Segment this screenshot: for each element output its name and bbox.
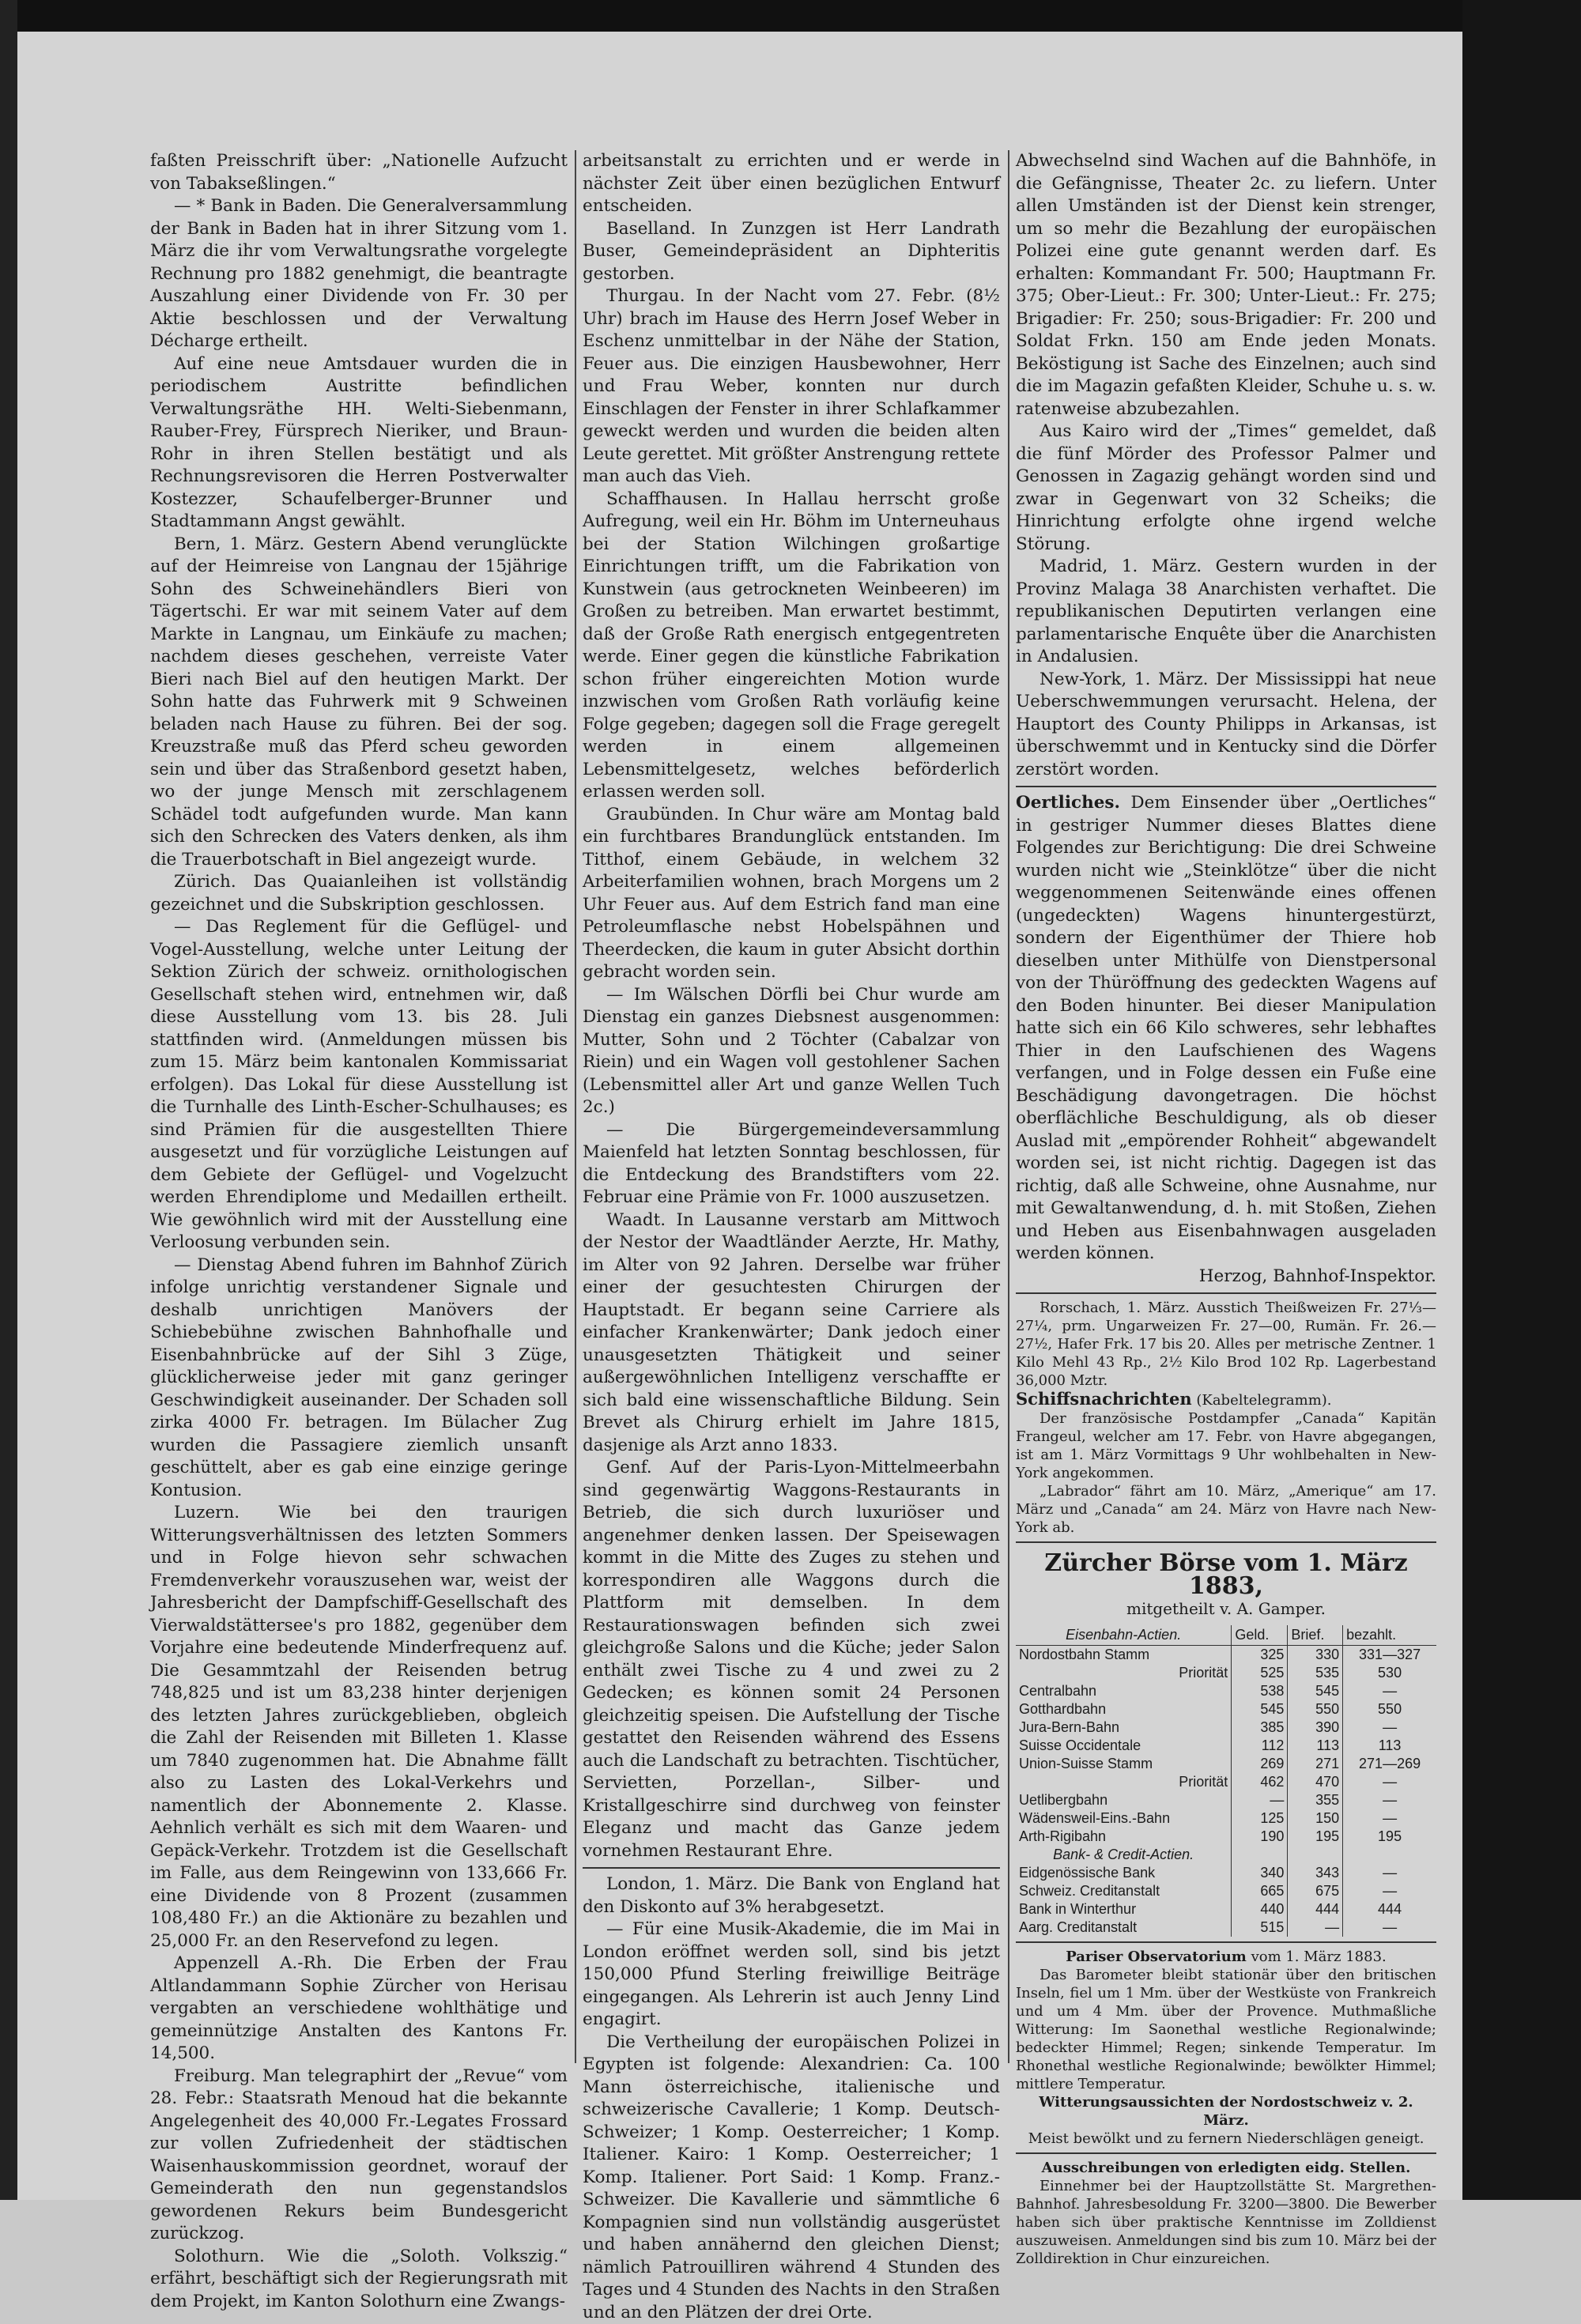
boerse-price-cell: —	[1343, 1682, 1436, 1700]
boerse-price-cell: 195	[1343, 1828, 1436, 1846]
schiffsnachrichten	[1016, 1390, 1436, 1409]
boerse-price-cell: —	[1343, 1718, 1436, 1737]
section-divider	[1016, 1541, 1436, 1543]
boerse-empty-cell	[1288, 1846, 1343, 1864]
boerse-price-cell: 545	[1288, 1682, 1343, 1700]
section-divider	[583, 1867, 1000, 1869]
boerse-price-cell: 444	[1288, 1900, 1343, 1918]
observatorium-title: Pariser Observatorium	[1066, 1949, 1247, 1965]
boerse-header-cell: Brief.	[1288, 1625, 1343, 1646]
schiffsnachrichten-text2: „Labrador“ fährt am 10. März, „Amerique“ am 17. März und „Canada“ am 24. März von Havre nach New-York ab.	[1016, 1482, 1436, 1537]
boerse-price-cell: 675	[1288, 1882, 1343, 1900]
article-new-york: New-York, 1. März. Der Mississippi hat neue Ueberschwemmungen verursacht. Helena, der Hauptort des County Philipps in Arkansas, ist überschwemmt und in Kentucky sind die Dörfer zerstört worden.	[1016, 669, 1436, 782]
article-london: London, 1. März. Die Bank von England hat den Diskonto auf 3% herabgesetzt.	[583, 1873, 1000, 1918]
oertliches-signature: Herzog, Bahnhof-Inspektor.	[1016, 1266, 1436, 1288]
article-bern: Bern, 1. März. Gestern Abend verunglückte auf der Heimreise von Langnau der 15jährige Sohn des Schweinehändlers Bieri von Tägertschi. Er war mit seinem Vater auf dem Markte in Langnau, um Einkäufe zu machen; nachdem dieses geschehen, verreiste Vater Bieri nach Biel auf den heutigen Markt. Der Sohn hatte das Fuhrwerk mit 9 Schweinen beladen nach Hause zu führen. Bei der sog. Kreuzstraße muß das Pferd scheu geworden sein und über das Straßenbord gesetzt haben, wo der junge Mensch mit zerschlagenem Schädel todt aufgefunden wurde. Man kann sich den Schrecken des Vaters denken, als ihm die Trauerbotschaft in Biel angezeigt wurde.	[150, 534, 568, 872]
scan-border-top	[0, 0, 1581, 32]
boerse-security-name: Aarg. Creditanstalt	[1016, 1918, 1232, 1937]
boerse-header-cell: Geld.	[1232, 1625, 1288, 1646]
boerse-price-cell: 470	[1288, 1773, 1343, 1791]
article-appenzell: Appenzell A.-Rh. Die Erben der Frau Altlandammann Sophie Zürcher von Herisau vergabten an verschiedene wohlthätige und gemeinnützige Anstalten des Kantons Fr. 14,500.	[150, 1952, 568, 2066]
boerse-price-cell: —	[1343, 1864, 1436, 1882]
boerse-section-row	[1016, 1846, 1436, 1864]
column-2	[583, 150, 1000, 2324]
article-musik-akademie: — Für eine Musik-Akademie, die im Mai in London eröffnet werden soll, sind bis jetzt 150,000 Pfund Sterling freiwillige Beiträge eingegangen. Als Lehrerin ist auch Jenny Lind engagirt.	[583, 1918, 1000, 2032]
observatorium-text: Das Barometer bleibt stationär über den britischen Inseln, fiel um 1 Mm. über der Westküste von Frankreich und um 4 Mm. über der Provence. Muthmaßliche Witterung: Im Saonethal westliche Regionalwinde; bedeckter Himmel; Regen; sinkende Temperatur. Im Rhonethal westliche Regionalwinde; bewölkter Himmel; mittlere Temperatur.	[1016, 1966, 1436, 2093]
boerse-security-name: Suisse Occidentale	[1016, 1737, 1232, 1755]
boerse-security-name: Centralbahn	[1016, 1682, 1232, 1700]
section-divider	[1016, 1941, 1436, 1943]
section-divider	[1016, 1292, 1436, 1294]
article-bahnhof-zuerich: — Dienstag Abend fuhren im Bahnhof Zürich infolge unrichtig verstandener Signale und deshalb unrichtigen Manövers der Schiebebühne zwischen Bahnhofhalle und Eisenbahnbrücke auf der Sihl 3 Züge, glücklicherweise jeder mit ganz geringer Geschwindigkeit auseinander. Der Schaden soll zirka 4000 Fr. betragen. Im Bülacher Zug wurden die Passagiere ziemlich unsanft geschüttelt, aber es gab eine einzige geringe Kontusion.	[150, 1254, 568, 1503]
boerse-row	[1016, 1773, 1436, 1791]
observatorium-forecast-text: Meist bewölkt und zu fernern Niederschlägen geneigt.	[1016, 2130, 1436, 2148]
boerse-price-cell: 195	[1288, 1828, 1343, 1846]
schiffsnachrichten-subtitle: (Kabeltelegramm).	[1196, 1392, 1331, 1409]
boerse-row	[1016, 1828, 1436, 1846]
oertliches-title: Oertliches.	[1016, 793, 1120, 813]
boerse-security-name: Nordostbahn Stamm	[1016, 1645, 1232, 1664]
article-solothurn-cont: arbeitsanstalt zu errichten und er werde in nächster Zeit über einen bezüglichen Entwurf entscheiden.	[583, 150, 1000, 218]
boerse-row	[1016, 1900, 1436, 1918]
article-preisschrift: faßten Preisschrift über: „Nationelle Aufzucht von Tabakseßlingen.“	[150, 150, 568, 195]
boerse-price-cell: 271	[1288, 1755, 1343, 1773]
article-thurgau: Thurgau. In der Nacht vom 27. Febr. (8½ Uhr) brach im Hause des Herrn Josef Weber in Eschenz unmittelbar in der Nähe der Station, Feuer aus. Die einzigen Hausbewohner, Herr und Frau Weber, konnten nur durch Einschlagen der Fenster in ihrer Schlafkammer geweckt werden und wurden die beiden alten Leute gerettet. Mit größter Anstrengung rettete man auch das Vieh.	[583, 285, 1000, 489]
boerse-price-cell: 525	[1232, 1664, 1288, 1682]
boerse-security-name: Uetlibergbahn	[1016, 1791, 1232, 1809]
article-solothurn: Solothurn. Wie die „Soloth. Volkszig.“ erfährt, beschäftigt sich der Regierungsrath mit dem Projekt, im Kanton Solothurn eine Zwangs-	[150, 2246, 568, 2314]
boerse-security-name: Arth-Rigibahn	[1016, 1828, 1232, 1846]
boerse-price-cell: 390	[1288, 1718, 1343, 1737]
observatorium-heading	[1016, 1948, 1436, 1966]
boerse-row	[1016, 1882, 1436, 1900]
article-kairo: Aus Kairo wird der „Times“ gemeldet, daß die fünf Mörder des Professor Palmer und Genossen in Zagazig gehängt worden sind und zwar in Gegenwart von 32 Scheiks; die Hinrichtung erfolgte ohne irgend welche Störung.	[1016, 421, 1436, 556]
boerse-price-cell: —	[1343, 1773, 1436, 1791]
boerse-price-cell: 665	[1232, 1882, 1288, 1900]
article-waadt: Waadt. In Lausanne verstarb am Mittwoch der Nestor der Waadtländer Aerzte, Hr. Mathy, im Alter von 92 Jahren. Derselbe war früher einer der gesuchtesten Chirurgen der Hauptstadt. Er begann seine Carriere als einfacher Krankenwärter; Dank jedoch einer unausgesetzten Thätigkeit und seiner außergewöhnlichen Intelligenz verschaffte er sich bald eine wissenschaftliche Bildung. Sein Brevet als Chirurg erhielt im Jahre 1815, dasjenige als Arzt anno 1833.	[583, 1209, 1000, 1458]
article-luzern: Luzern. Wie bei den traurigen Witterungsverhältnissen des letzten Sommers und in Folge hievon sehr schwachen Fremdenverkehr vorauszusehen war, weist der Jahresbericht der Dampfschiff-Gesellschaft des Vierwaldstättersee's pro 1882, gegenüber dem Vorjahre eine bedeutende Minderfrequenz auf. Die Gesammtzahl der Reisenden betrug 748,825 und ist um 83,238 hinter derjenigen des letzten Jahres zurückgeblieben, obgleich die Zahl der Reisenden mit Billeten 1. Klasse um 7840 zugenommen hat. Die Abnahme fällt also zu Lasten des Lokal-Verkehrs und namentlich der Abonnemente 2. Klasse. Aehnlich verhält es sich mit dem Waaren- und Gepäck-Verkehr. Trotzdem ist die Gesellschaft im Falle, aus dem Reingewinn von 133,666 Fr. eine Dividende von 8 Prozent (zusammen 108,480 Fr.) an die Aktionäre zu bezahlen und 25,000 Fr. an den Reservefond zu legen.	[150, 1502, 568, 1952]
boerse-price-cell: 515	[1232, 1918, 1288, 1937]
rorschach-market: Rorschach, 1. März. Ausstich Theißweizen Fr. 27⅓—27¼, prm. Ungarweizen Fr. 27—00, Rumän. Fr. 26.—27½, Hafer Frk. 17 bis 20. Alles per metrische Zentner. 1 Kilo Mehl 43 Rp., 2½ Kilo Brod 102 Rp. Lagerbestand 36,000 Mztr.	[1016, 1299, 1436, 1390]
column-rule-2	[1008, 150, 1009, 2063]
boerse-price-cell: 113	[1343, 1737, 1436, 1755]
boerse-price-cell: 331—327	[1343, 1645, 1436, 1664]
boerse-price-cell: 325	[1232, 1645, 1288, 1664]
boerse-table	[1016, 1625, 1436, 1937]
boerse-price-cell: —	[1288, 1918, 1343, 1937]
boerse-price-cell: 535	[1288, 1664, 1343, 1682]
boerse-empty-cell	[1232, 1846, 1288, 1864]
boerse-row	[1016, 1645, 1436, 1664]
boerse-security-name: Schweiz. Creditanstalt	[1016, 1882, 1232, 1900]
article-madrid: Madrid, 1. März. Gestern wurden in der Provinz Malaga 38 Anarchisten verhaftet. Die republikanischen Deputirten verlangen eine parlamentarische Enquête über die Anarchisten in Andalusien.	[1016, 556, 1436, 669]
boerse-price-cell: 125	[1232, 1809, 1288, 1828]
boerse-header-row	[1016, 1625, 1436, 1646]
article-egypten-polizei: Die Vertheilung der europäischen Polizei in Egypten ist folgende: Alexandrien: Ca. 100 Mann österreichische, italienische und schweizerische Cavallerie; 1 Komp. Deutsch-Schweizer; 1 Komp. Oesterreicher; 1 Komp. Italiener. Kairo: 1 Komp. Oesterreicher; 1 Komp. Italiener. Port Said: 1 Komp. Franz.-Schweizer. Die Kavallerie und sämmtliche 6 Kompagnien sind nun vollständig ausgerüstet und haben annähernd den gleichen Dienst; nämlich Patrouilliren während 4 Stunden des Tages und 4 Stunden des Nachts in den Straßen und an den Plätzen der drei Orte.	[583, 2032, 1000, 2324]
boerse-title: Zürcher Börse vom 1. März 1883,	[1016, 1552, 1436, 1598]
boerse-price-cell: 269	[1232, 1755, 1288, 1773]
boerse-price-cell: —	[1343, 1918, 1436, 1937]
ausschreibungen-title: Ausschreibungen von erledigten eidg. Stellen.	[1016, 2159, 1436, 2177]
oertliches-section	[1016, 792, 1436, 1266]
article-maienfeld: — Die Bürgergemeindeversammlung Maienfeld hat letzten Sonntag beschlossen, für die Entdeckung des Brandstifters vom 22. Februar eine Prämie von Fr. 1000 auszusetzen.	[583, 1119, 1000, 1209]
boerse-price-cell: 444	[1343, 1900, 1436, 1918]
boerse-price-cell: 385	[1232, 1718, 1288, 1737]
boerse-price-cell: 355	[1288, 1791, 1343, 1809]
boerse-row	[1016, 1755, 1436, 1773]
boerse-section-label: Bank- & Credit-Actien.	[1016, 1846, 1232, 1864]
boerse-price-cell: —	[1343, 1809, 1436, 1828]
boerse-security-name: Priorität	[1016, 1773, 1232, 1791]
boerse-header-cell: Eisenbahn-Actien.	[1016, 1625, 1232, 1646]
observatorium-date: vom 1. März 1883.	[1251, 1949, 1387, 1965]
article-diebsnest: — Im Wälschen Dörfli bei Chur wurde am Dienstag ein ganzes Diebsnest ausgenommen: Mutter, Sohn und 2 Töchter (Cabalzar von Riein) und ein Wagen voll gestohlener Sachen (Lebensmittel aller Art und ganze Wellen Tuch 2c.)	[583, 984, 1000, 1119]
boerse-security-name: Bank in Winterthur	[1016, 1900, 1232, 1918]
boerse-price-cell: 271—269	[1343, 1755, 1436, 1773]
boerse-price-cell: 462	[1232, 1773, 1288, 1791]
boerse-row	[1016, 1809, 1436, 1828]
boerse-price-cell: 190	[1232, 1828, 1288, 1846]
boerse-price-cell: 112	[1232, 1737, 1288, 1755]
boerse-price-cell: 150	[1288, 1809, 1343, 1828]
article-bank-baden: — * Bank in Baden. Die Generalversammlung der Bank in Baden hat in ihrer Sitzung vom 1. März die ihr vom Verwaltungsrathe vorgelegte Rechnung pro 1882 genehmigt, die beantragte Auszahlung einer Dividende von Fr. 30 per Aktie beschlossen und der Verwaltung Décharge ertheilt.	[150, 195, 568, 353]
article-amtsdauer: Auf eine neue Amtsdauer wurden die in periodischem Austritte befindlichen Verwaltungsräthe HH. Welti-Siebenmann, Rauber-Frey, Fürsprech Nieriker, und Braun-Rohr in ihren Stellen bestätigt und als Rechnungsrevisoren die Herren Postverwalter Kostezzer, Schaufelberger-Brunner und Stadtammann Angst gewählt.	[150, 353, 568, 534]
boerse-security-name: Union-Suisse Stamm	[1016, 1755, 1232, 1773]
column-1	[150, 150, 568, 2313]
boerse-row	[1016, 1718, 1436, 1737]
boerse-security-name: Priorität	[1016, 1664, 1232, 1682]
boerse-price-cell: —	[1343, 1791, 1436, 1809]
boerse-price-cell: 340	[1232, 1864, 1288, 1882]
boerse-security-name: Jura-Bern-Bahn	[1016, 1718, 1232, 1737]
article-graubuenden: Graubünden. In Chur wäre am Montag bald ein furchtbares Brandunglück entstanden. Im Titthof, einem Gebäude, in welchem 32 Arbeiterfamilien wohnen, brach Morgens um 2 Uhr Feuer aus. Auf dem Estrich fand man eine Petroleumflasche nebst Hobelspähnen und Theerdecken, die kaum in guter Absicht dorthin gebracht worden sein.	[583, 804, 1000, 984]
article-genf: Genf. Auf der Paris-Lyon-Mittelmeerbahn sind gegenwärtig Waggons-Restaurants in Betrieb, die sich durch luxuriöser und angenehmer denken lassen. Der Speisewagen kommt in die Mitte des Zuges zu stehen und korrespondiren alle Waggons durch die Plattform mit demselben. In dem Restaurationswagen befinden sich zwei gleichgroße Salons und die Küche; jeder Salon enthält zwei Tische zu 4 und zwei zu 2 Gedecken; es können somit 24 Personen gleichzeitig speisen. Die Aufstellung der Tische gestattet den Reisenden während des Essens auch die Landschaft zu betrachten. Tischtücher, Servietten, Porzellan-, Silber- und Kristallgeschirre sind durchweg von feinster Eleganz und macht das Ganze jedem vornehmen Restaurant Ehre.	[583, 1457, 1000, 1862]
boerse-price-cell: 113	[1288, 1737, 1343, 1755]
column-rule-1	[575, 150, 576, 2063]
boerse-price-cell: 330	[1288, 1645, 1343, 1664]
boerse-row	[1016, 1918, 1436, 1937]
section-divider	[1016, 2152, 1436, 2154]
scan-border-right	[1462, 0, 1581, 2200]
boerse-row	[1016, 1791, 1436, 1809]
schiffsnachrichten-text: Der französische Postdampfer „Canada“ Kapitän Frangeul, welcher am 17. Febr. von Havre abgegangen, ist am 1. März Vormittags 9 Uhr wohlbehalten in New-York angekommen.	[1016, 1409, 1436, 1482]
boerse-price-cell: 440	[1232, 1900, 1288, 1918]
oertliches-text: Dem Einsender über „Oertliches“ in gestriger Nummer dieses Blattes diene Folgendes zur Berichtigung: Die drei Schweine wurden nicht wie „Steinklötze“ über die nicht weggenommenen Seitenwände eines offenen (ungedeckten) Wagens hinuntergestürzt, sondern der Eigenthümer der Thiere hob dieselben unter Mithülfe von Dienstpersonal von der Thüröffnung des gedeckten Wagens auf den Boden hinunter. Bei dieser Manipulation hatte sich ein 66 Kilo schweres, sehr lebhaftes Thier in den Laufschienen des Wagens verfangen, und in Folge dessen ein Fuße eine Beschädigung davongetragen. Die höchst oberflächliche Beschuldigung, als ob dieser Auslad mit „empörender Rohheit“ abgewandelt worden sei, ist nicht richtig. Dagegen ist das richtig, daß alle Schweine, ohne Ausnahme, nur mit Gewaltanwendung, d. h. mit Stoßen, Ziehen und Heben aus Eisenbahnwagen ausgeladen werden können.	[1016, 793, 1436, 1263]
article-gefluegel-ausstellung: — Das Reglement für die Geflügel- und Vogel-Ausstellung, welche unter Leitung der Sektion Zürich der schweiz. ornithologischen Gesellschaft stehen wird, entnehmen wir, daß diese Ausstellung vom 13. bis 28. Juli stattfinden wird. (Anmeldungen müssen bis zum 15. März beim kantonalen Kommissariat erfolgen). Das Lokal für diese Ausstellung ist die Turnhalle des Linth-Escher-Schulhauses; es sind Prämien für die ausgestellten Thiere ausgesetzt und für vorzügliche Leistungen auf dem Gebiete der Geflügel- und Vogelzucht werden Ehrendiplome und Medaillen ertheilt. Wie gewöhnlich wird mit der Ausstellung eine Verloosung verbunden sein.	[150, 916, 568, 1254]
boerse-table-body	[1016, 1645, 1436, 1937]
boerse-empty-cell	[1343, 1846, 1436, 1864]
article-zuerich-quaianleihen: Zürich. Das Quaianleihen ist vollständig gezeichnet und die Subskription geschlossen.	[150, 871, 568, 916]
boerse-price-cell: 550	[1288, 1700, 1343, 1718]
boerse-price-cell: —	[1232, 1791, 1288, 1809]
boerse-price-cell: 538	[1232, 1682, 1288, 1700]
section-divider	[1016, 786, 1436, 787]
article-baselland: Baselland. In Zunzgen ist Herr Landrath Buser, Gemeindepräsident an Diphteritis gestorben.	[583, 218, 1000, 286]
article-freiburg: Freiburg. Man telegraphirt der „Revue“ vom 28. Febr.: Staatsrath Menoud hat die bekannte Angelegenheit des 40,000 Fr.-Legates Frossard zur vollen Zufriedenheit der städtischen Waisenhauskommission geordnet, worauf der Gemeinderath den nun gegenstandslos gewordenen Rekurs beim Bundesgericht zurückzog.	[150, 2066, 568, 2246]
boerse-row	[1016, 1700, 1436, 1718]
article-schaffhausen: Schaffhausen. In Hallau herrscht große Aufregung, weil ein Hr. Böhm im Unterneuhaus bei der Station Wilchingen großartige Einrichtungen trifft, um die Fabrikation von Kunstwein (aus getrockneten Weinbeeren) im Großen zu betreiben. Man erwartet bestimmt, daß der Große Rath energisch entgegentreten werde. Einer gegen die künstliche Fabrikation schon früher eingereichten Motion wurde inzwischen vom Großen Rath vorläufig keine Folge gegeben; dagegen soll die Frage geregelt werden in einem allgemeinen Lebensmittelgesetz, welches beförderlich erlassen werden soll.	[583, 489, 1000, 804]
scan-border-left	[0, 0, 17, 2200]
boerse-price-cell: 545	[1232, 1700, 1288, 1718]
observatorium-forecast: Witterungsaussichten der Nordostschweiz v. 2. März.	[1016, 2093, 1436, 2130]
column-3	[1016, 150, 1436, 2268]
boerse-row	[1016, 1864, 1436, 1882]
boerse-row	[1016, 1737, 1436, 1755]
boerse-price-cell: —	[1343, 1882, 1436, 1900]
ausschreibungen-text: Einnehmer bei der Hauptzollstätte St. Margrethen-Bahnhof. Jahresbesoldung Fr. 3200—3800. Die Bewerber haben sich über praktische Kenntnisse im Zolldienst auszuweisen. Anmeldungen sind bis zum 10. März bei der Zolldirektion in Chur einzureichen.	[1016, 2177, 1436, 2268]
boerse-price-cell: 550	[1343, 1700, 1436, 1718]
boerse-price-cell: 343	[1288, 1864, 1343, 1882]
boerse-subtitle: mitgetheilt v. A. Gamper.	[1016, 1598, 1436, 1620]
boerse-security-name: Gotthardbahn	[1016, 1700, 1232, 1718]
boerse-security-name: Eidgenössische Bank	[1016, 1864, 1232, 1882]
article-egypten-cont: Abwechselnd sind Wachen auf die Bahnhöfe, in die Gefängnisse, Theater 2c. zu liefern. Unter allen Umständen ist der Dienst kein strenger, um so mehr die Bezahlung der europäischen Polizei eine gute genannt werden darf. Es erhalten: Kommandant Fr. 500; Hauptmann Fr. 375; Ober-Lieut.: Fr. 300; Unter-Lieut.: Fr. 275; Brigadier: Fr. 250; sous-Brigadier: Fr. 200 und Soldat Frkn. 150 am Ende jeden Monats. Beköstigung ist Sache des Einzelnen; auch sind die im Magazin gefaßten Kleider, Schuhe u. s. w. ratenweise abzubezahlen.	[1016, 150, 1436, 421]
boerse-price-cell: 530	[1343, 1664, 1436, 1682]
boerse-security-name: Wädensweil-Eins.-Bahn	[1016, 1809, 1232, 1828]
boerse-header-cell: bezahlt.	[1343, 1625, 1436, 1646]
boerse-row	[1016, 1682, 1436, 1700]
schiffsnachrichten-title: Schiffsnachrichten	[1016, 1389, 1192, 1409]
boerse-row	[1016, 1664, 1436, 1682]
